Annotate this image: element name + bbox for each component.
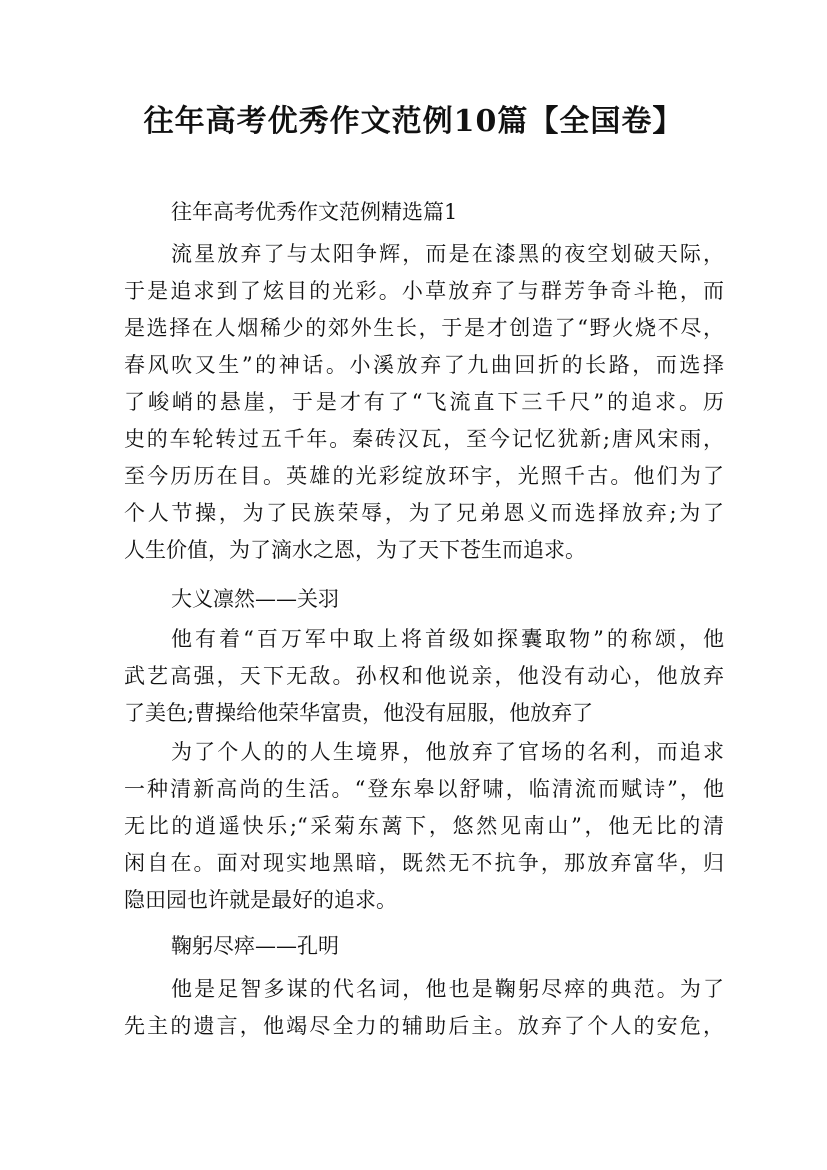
paragraph-line: 先主的遗言，他竭尽全力的辅助后主。放弃了个人的安危， [124,1014,724,1038]
paragraph-line: 隐田园也许就是最好的追求。 [124,888,397,912]
paragraph-line: 至今历历在目。英雄的光彩绽放环宇，光照千古。他们为了 [124,464,724,488]
paragraph-line: 是选择在人烟稀少的郊外生长，于是才创造了“野火烧不尽， [124,316,724,340]
paragraph-line: 个人节操，为了民族荣辱，为了兄弟恩义而选择放弃;为了 [124,501,724,525]
paragraph-line: 流星放弃了与太阳争辉，而是在漆黑的夜空划破天际， [171,242,724,266]
paragraph-line: 他有着“百万军中取上将首级如探囊取物”的称颂，他 [171,627,724,651]
paragraph-line: 一种清新高尚的生活。“登东皋以舒啸，临清流而赋诗”，他 [124,777,724,801]
document-title: 往年高考优秀作文范例10篇【全国卷】 [143,104,684,139]
section-heading-guanyu: 大义凛然——关羽 [171,587,339,611]
paragraph-line: 春风吹又生”的神话。小溪放弃了九曲回折的长路，而选择 [124,353,724,377]
paragraph-line: 史的车轮转过五千年。秦砖汉瓦，至今记忆犹新;唐风宋雨， [124,427,724,451]
paragraph-line: 了峻峭的悬崖，于是才有了“飞流直下三千尺”的追求。历 [124,390,724,414]
section-heading-kongming: 鞠躬尽瘁——孔明 [171,934,339,958]
paragraph-line: 他是足智多谋的代名词，他也是鞠躬尽瘁的典范。为了 [171,977,724,1001]
paragraph-line: 了美色;曹操给他荣华富贵，他没有屈服，他放弃了 [124,701,594,725]
paragraph-line: 武艺高强，天下无敌。孙权和他说亲，他没有动心，他放弃 [124,664,724,688]
paragraph-line: 人生价值，为了滴水之恩，为了天下苍生而追求。 [124,538,586,562]
paragraph-line: 闲自在。面对现实地黑暗，既然无不抗争，那放弃富华，归 [124,851,724,875]
paragraph-line: 于是追求到了炫目的光彩。小草放弃了与群芳争奇斗艳，而 [124,279,724,303]
paragraph-line: 为了个人的的人生境界，他放弃了官场的名利，而追求 [171,740,724,764]
essay-heading: 往年高考优秀作文范例精选篇1 [171,200,458,224]
paragraph-line: 无比的逍遥快乐;“采菊东蓠下，悠然见南山”，他无比的清 [124,814,724,838]
